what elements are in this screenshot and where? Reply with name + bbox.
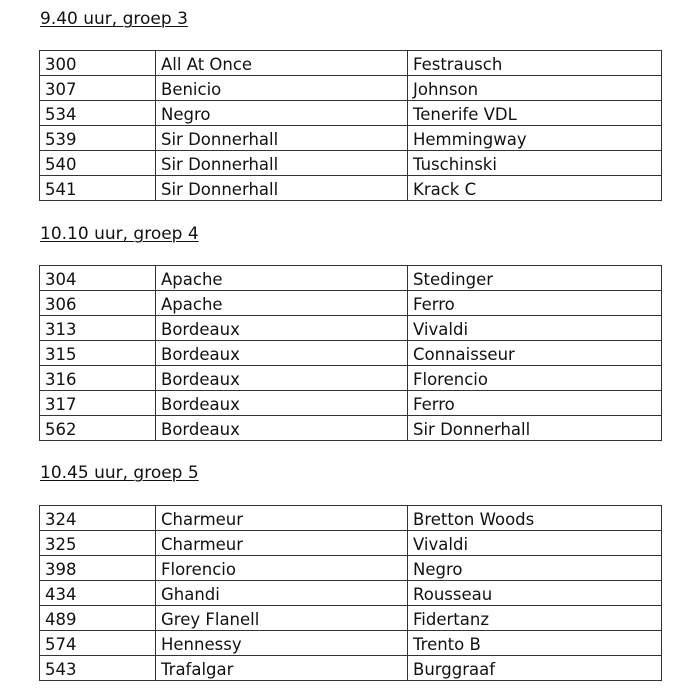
start-number: 316 [40,366,156,391]
group-table [39,505,662,681]
sire-name: Bordeaux [156,416,408,441]
table-row [40,656,662,681]
dam-sire-name: Rousseau [408,581,662,606]
sire-name: Ghandi [156,581,408,606]
sire-name: Negro [156,101,408,126]
start-number: 534 [40,101,156,126]
sire-name: Charmeur [156,531,408,556]
table-row [40,341,662,366]
table-row [40,51,662,76]
start-number: 300 [40,51,156,76]
table-row [40,316,662,341]
group-heading: 10.10 uur, groep 4 [40,224,199,244]
table-row [40,291,662,316]
start-number: 325 [40,531,156,556]
sire-name: Charmeur [156,506,408,531]
sire-name: Benicio [156,76,408,101]
sire-name: Bordeaux [156,341,408,366]
dam-sire-name: Burggraaf [408,656,662,681]
dam-sire-name: Sir Donnerhall [408,416,662,441]
dam-sire-name: Stedinger [408,266,662,291]
start-number: 541 [40,176,156,201]
sire-name: Apache [156,291,408,316]
table-row [40,176,662,201]
dam-sire-name: Connaisseur [408,341,662,366]
sire-name: Trafalgar [156,656,408,681]
dam-sire-name: Negro [408,556,662,581]
sire-name: Bordeaux [156,366,408,391]
table-row [40,506,662,531]
dam-sire-name: Krack C [408,176,662,201]
table-row [40,366,662,391]
sire-name: Apache [156,266,408,291]
group-heading: 9.40 uur, groep 3 [40,9,188,29]
dam-sire-name: Festrausch [408,51,662,76]
sire-name: Florencio [156,556,408,581]
dam-sire-name: Ferro [408,291,662,316]
sire-name: Bordeaux [156,391,408,416]
start-number: 315 [40,341,156,366]
dam-sire-name: Trento B [408,631,662,656]
dam-sire-name: Johnson [408,76,662,101]
sire-name: Bordeaux [156,316,408,341]
table-row [40,126,662,151]
dam-sire-name: Tuschinski [408,151,662,176]
table-row [40,76,662,101]
table-row [40,101,662,126]
start-number: 324 [40,506,156,531]
table-row [40,631,662,656]
table-row [40,581,662,606]
table-row [40,391,662,416]
sire-name: Hennessy [156,631,408,656]
sire-name: Sir Donnerhall [156,176,408,201]
dam-sire-name: Ferro [408,391,662,416]
start-number: 307 [40,76,156,101]
dam-sire-name: Hemmingway [408,126,662,151]
start-number: 304 [40,266,156,291]
start-number: 543 [40,656,156,681]
table-row [40,606,662,631]
start-number: 434 [40,581,156,606]
sire-name: Grey Flanell [156,606,408,631]
dam-sire-name: Bretton Woods [408,506,662,531]
sire-name: Sir Donnerhall [156,126,408,151]
start-number: 489 [40,606,156,631]
table-row [40,416,662,441]
dam-sire-name: Fidertanz [408,606,662,631]
sire-name: All At Once [156,51,408,76]
group-table [39,50,662,201]
sire-name: Sir Donnerhall [156,151,408,176]
table-row [40,266,662,291]
dam-sire-name: Vivaldi [408,316,662,341]
start-number: 317 [40,391,156,416]
start-number: 313 [40,316,156,341]
start-number: 574 [40,631,156,656]
table-row [40,556,662,581]
start-number: 562 [40,416,156,441]
start-number: 398 [40,556,156,581]
group-heading: 10.45 uur, groep 5 [40,463,199,483]
start-number: 306 [40,291,156,316]
table-row [40,531,662,556]
table-row [40,151,662,176]
start-number: 539 [40,126,156,151]
group-table [39,265,662,441]
dam-sire-name: Florencio [408,366,662,391]
dam-sire-name: Tenerife VDL [408,101,662,126]
dam-sire-name: Vivaldi [408,531,662,556]
start-number: 540 [40,151,156,176]
